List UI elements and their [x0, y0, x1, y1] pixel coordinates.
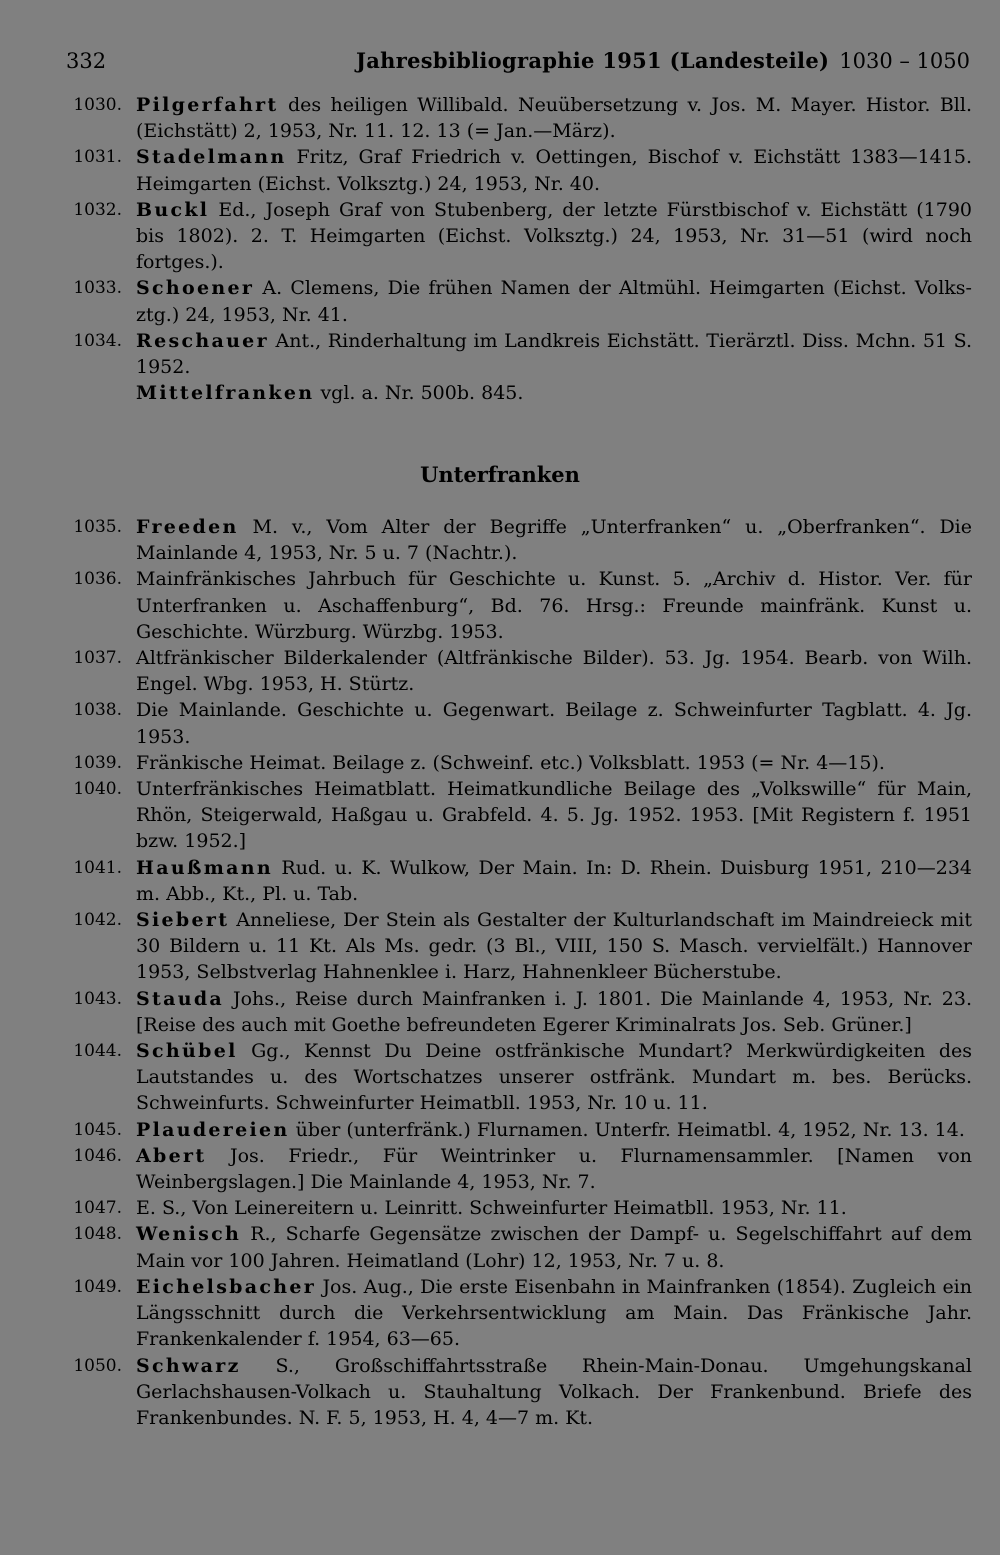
entry-number: 1048.	[73, 1224, 122, 1245]
entry-text: Mainfränkisches Jahrbuch für Geschichte u. Kunst. 5. „Archiv d. Histor. Ver. für Unterfranken u. Aschaffenburg“, Bd. 76. Hrsg.: Freunde mainfränk. Kunst u. Geschichte. Würzburg. Würzbg. 1953.	[136, 568, 972, 643]
entry-author: Eichelsbacher	[136, 1275, 317, 1298]
entry-number: 1038.	[73, 700, 122, 721]
entry-text: Ed., Joseph Graf von Stubenberg, der letzte Fürstbischof v. Eichstätt (1790 bis 1802). 2. T. Heimgarten (Eichst. Volksztg.) 24, 1953, Nr. 31—51 (wird noch fortges.).	[136, 198, 972, 274]
entry-text: Altfränkischer Bilderkalender (Altfränkische Bilder). 53. Jg. 1954. Bearb. von Wilh. Engel. Wbg. 1953, H. Stürtz.	[136, 647, 972, 696]
bib-entry	[0, 776, 1000, 855]
crossref-region: Mittelfranken	[136, 382, 315, 405]
entry-number: 1050.	[73, 1355, 122, 1376]
entry-author: Schoener	[136, 277, 255, 300]
entry-number: 1031.	[73, 147, 122, 168]
entry-text: des heiligen Willibald. Neuübersetzung v. Jos. M. Mayer. Histor. Bll. (Eichstätt) 2, 1953, Nr. 11. 12. 13 (= Jan.—März).	[136, 94, 973, 143]
section-heading: Unterfranken	[420, 462, 580, 487]
bibliography-section-unterfranken	[0, 514, 1000, 1431]
bib-entry	[0, 275, 1000, 327]
entry-number: 1043.	[73, 988, 122, 1009]
bib-entry	[0, 197, 1000, 276]
entry-author: Siebert	[136, 909, 230, 932]
entry-number: 1037.	[73, 648, 122, 669]
entry-number: 1047.	[73, 1198, 122, 1219]
entry-text: E. S., Von Leinereitern u. Leinritt. Schweinfurter Heimatbll. 1953, Nr. 11.	[136, 1197, 847, 1220]
bib-entry	[0, 907, 1000, 986]
entry-text: Rud. u. K. Wulkow, Der Main. In: D. Rhein. Duisburg 1951, 210—234 m. Abb., Kt., Pl. u. Tab.	[136, 856, 973, 905]
entry-text: Die Mainlande. Geschichte u. Gegenwart. Beilage z. Schweinfurter Tagblatt. 4. Jg. 1953.	[136, 699, 972, 748]
entry-author: Stadelmann	[136, 146, 287, 169]
entry-number: 1044.	[73, 1041, 122, 1062]
entry-text: A. Clemens, Die frühen Namen der Altmühl. Heimgarten (Eichst. Volks-ztg.) 24, 1953, Nr. 41.	[136, 277, 972, 326]
entry-author: Reschauer	[136, 329, 269, 352]
entry-number: 1030.	[73, 95, 122, 115]
entry-number: 1046.	[73, 1145, 122, 1166]
bibliography-section-mittelfranken	[0, 92, 1000, 406]
entry-number: 1041.	[73, 857, 122, 878]
entry-author: Schübel	[136, 1040, 238, 1063]
entry-author: Abert	[136, 1144, 207, 1167]
entry-author: Wenisch	[136, 1223, 242, 1246]
entry-text: über (unterfränk.) Flurnamen. Unterfr. Heimatbl. 4, 1952, Nr. 13. 14.	[295, 1118, 965, 1141]
bib-entry	[0, 1221, 1000, 1273]
entry-number: 1032.	[73, 199, 122, 220]
bib-entry	[0, 144, 1000, 196]
bib-entry	[0, 566, 1000, 645]
entry-text: Gg., Kennst Du Deine ostfränkische Mundart? Merkwürdigkeiten des Lautstandes u. des Wortschatzes unserer ostfränk. Mundart m. bes. Berücks. Schweinfurts. Schweinfurter Heimatbll. 1953, Nr. 10 u. 11.	[136, 1040, 972, 1115]
entry-author: Buckl	[136, 198, 210, 221]
bib-entry	[0, 328, 1000, 380]
entry-author: Pilgerfahrt	[136, 94, 279, 116]
entry-text: Jos. Friedr., Für Weintrinker u. Flurnamensammler. [Namen von Weinbergslagen.] Die Mainlande 4, 1953, Nr. 7.	[136, 1144, 972, 1194]
running-head	[66, 46, 970, 80]
entry-text: M. v., Vom Alter der Begriffe „Unterfranken“ u. „Oberfranken“. Die Mainlande 4, 1953, Nr. 5 u. 7 (Nachtr.).	[136, 516, 972, 565]
entry-author: Freeden	[136, 516, 239, 538]
entry-text: Unterfränkisches Heimatblatt. Heimatkundliche Beilage des „Volkswille“ für Main, Rhön, Steigerwald, Haßgau u. Grabfeld. 4. 5. Jg. 1952. 1953. [Mit Registern f. 1951 bzw. 1952.]	[136, 778, 972, 853]
running-title: Jahresbibliographie 1951 (Landesteile)	[356, 48, 830, 73]
entry-text: Johs., Reise durch Mainfranken i. J. 1801. Die Mainlande 4, 1953, Nr. 23. [Reise des auch mit Goethe befreundeten Egerer Kriminalrats Jos. Seb. Grüner.]	[136, 987, 972, 1036]
entry-number: 1035.	[73, 517, 122, 537]
entry-text: Jos. Aug., Die erste Eisenbahn in Mainfranken (1854). Zugleich ein Längsschnitt durch die Verkehrsentwicklung am Main. Das Fränkische Jahr. Frankenkalender f. 1954, 63—65.	[136, 1275, 972, 1351]
entry-author: Schwarz	[136, 1354, 241, 1377]
bib-entry	[0, 986, 1000, 1038]
entry-author: Plaudereien	[136, 1118, 290, 1141]
bib-entry	[0, 645, 1000, 697]
entry-text: S., Großschiffahrtsstraße Rhein-Main-Donau. Umgehungskanal Gerlachshausen-Volkach u. Stauhaltung Volkach. Der Frankenbund. Briefe des Frankenbundes. N. F. 5, 1953, H. 4, 4—7 m. Kt.	[136, 1354, 972, 1429]
entry-text: Fritz, Graf Friedrich v. Oettingen, Bischof v. Eichstätt 1383—1415. Heimgarten (Eichst. Volksztg.) 24, 1953, Nr. 40.	[136, 146, 972, 195]
entry-number: 1034.	[73, 330, 122, 351]
entry-text: Fränkische Heimat. Beilage z. (Schweinf. etc.) Volksblatt. 1953 (= Nr. 4—15).	[136, 751, 885, 774]
bib-entry	[0, 514, 1000, 566]
entry-range: 1030 – 1050	[839, 49, 970, 73]
bib-entry	[0, 1038, 1000, 1117]
entry-text: Anneliese, Der Stein als Gestalter der Kulturlandschaft im Maindreieck mit 30 Bildern u. 11 Kt. Als Ms. gedr. (3 Bl., VIII, 150 S. Masch. vervielfält.) Hannover 1953, Selbstverlag Hahnenklee i. Harz, Hahnenkleer Bücherstube.	[136, 909, 973, 984]
page-number: 332	[66, 49, 107, 73]
bib-entry	[0, 855, 1000, 907]
entry-number: 1036.	[73, 569, 122, 590]
entry-text: R., Scharfe Gegensätze zwischen der Dampf- u. Segelschiffahrt auf dem Main vor 100 Jahren. Heimatland (Lohr) 12, 1953, Nr. 7 u. 8.	[136, 1223, 972, 1272]
entry-author: Stauda	[136, 987, 225, 1010]
bib-entry	[0, 750, 1000, 776]
bib-entry	[0, 1274, 1000, 1353]
entry-text: Ant., Rinderhaltung im Landkreis Eichstätt. Tierärztl. Diss. Mchn. 51 S. 1952.	[136, 329, 972, 379]
bib-entry	[0, 92, 1000, 144]
entry-number: 1042.	[73, 910, 122, 931]
entry-number: 1049.	[73, 1276, 122, 1297]
bib-entry	[0, 1143, 1000, 1195]
crossref-text: vgl. a. Nr. 500b. 845.	[320, 382, 524, 405]
bib-entry	[0, 1117, 1000, 1143]
entry-number: 1039.	[73, 752, 122, 773]
cross-reference	[0, 380, 1000, 406]
entry-author: Haußmann	[136, 856, 273, 879]
bib-entry	[0, 1353, 1000, 1432]
entry-number: 1040.	[73, 779, 122, 800]
entry-number: 1045.	[73, 1119, 122, 1140]
bib-entry	[0, 1195, 1000, 1221]
bib-entry	[0, 697, 1000, 749]
entry-number: 1033.	[73, 278, 122, 299]
